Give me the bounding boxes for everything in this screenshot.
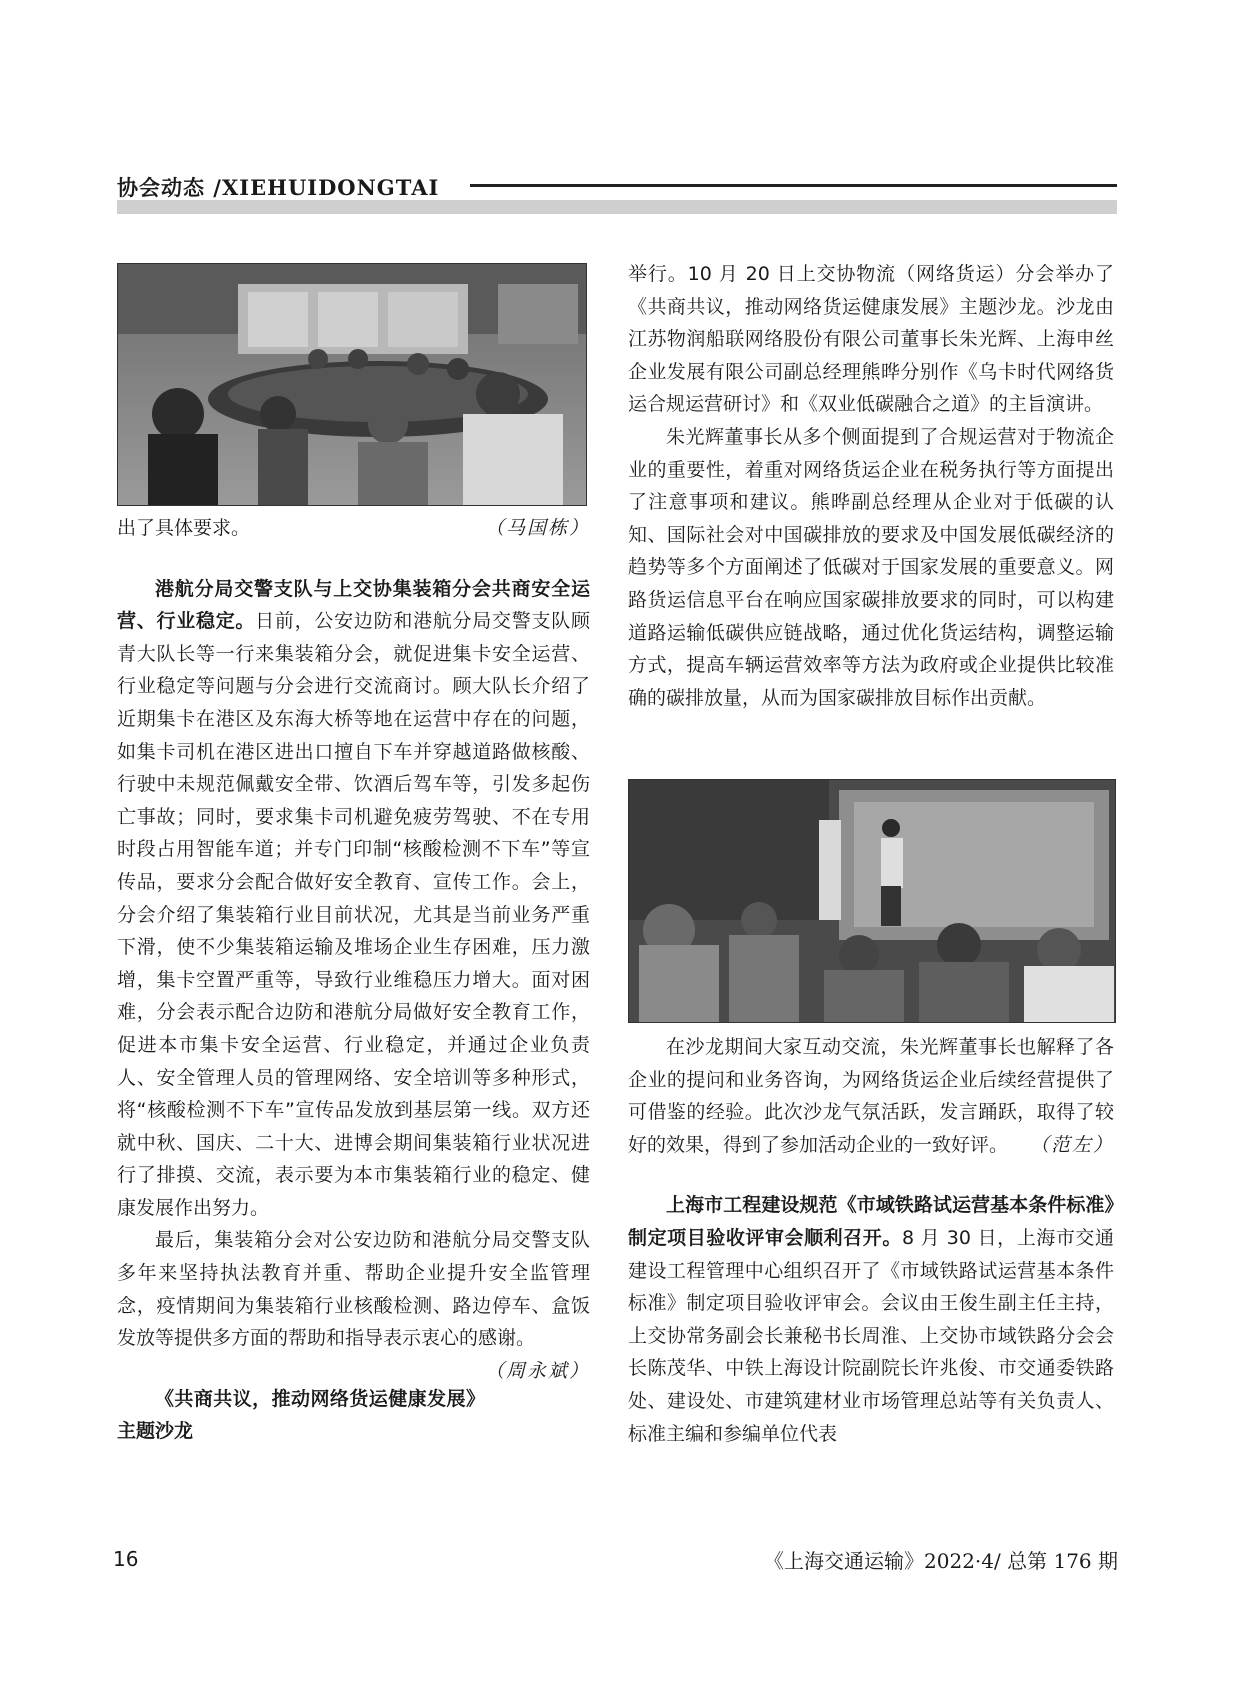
photo-caption xyxy=(117,512,590,545)
article-2-continued: 举行。10 月 20 日上交协物流（网络货运）分会举办了《共商共议，推动网络货运健康发展》主题沙龙。沙龙由江苏物润船联网络股份有限公司董事长朱光辉、上海申丝企业发展有限公司副总经理熊晔分别作《乌卡时代网络货运合规运营研讨》和《双业低碳融合之道》的主旨演讲。 xyxy=(628,263,1114,416)
caption-author: （马国栋） xyxy=(484,517,590,539)
article-1-author: （周永斌） xyxy=(484,1359,590,1382)
caption-text: 出了具体要求。 xyxy=(117,517,251,539)
header-band xyxy=(117,200,1117,214)
article-2-headline: 《共商共议，推动网络货运健康发展》主题沙龙 xyxy=(117,1387,485,1443)
journal-footer: 《上海交通运输》2022·4/ 总第 176 期 xyxy=(764,1549,1118,1573)
article-1-body: 日前，公安边防和港航分局交警支队顾青大队长等一行来集装箱分会，就促进集卡安全运营、行业稳定等问题与分会进行交流商讨。顾大队长介绍了近期集卡在港区及东海大桥等地在运营中存在的问题，如集卡司机在港区进出口擅自下车并穿越道路做核酸、行驶中未规范佩戴安全带、饮酒后驾车等，引发多起伤亡事故；同时，要求集卡司机避免疲劳驾驶、不在专用时段占用智能车道；并专门印制“核酸检测不下车”等宣传品，要求分会配合做好安全教育、宣传工作。会上，分会介绍了集装箱行业目前状况，尤其是当前业务严重下滑，使不少集装箱运输及堆场企业生存困难，压力激增，集卡空置严重等，导致行业维稳压力增大。面对困难，分会表示配合边防和港航分局做好安全教育工作，促进本市集卡安全运营、行业稳定，并通过企业负责人、安全管理人员的管理网络、安全培训等多种形式，将“核酸检测不下车”宣传品发放到基层第一线。双方还就中秋、国庆、二十大、进博会期间集装箱行业状况进行了排摸、交流，表示要为本市集装箱行业的稳定、健康发展作出努力。 xyxy=(117,610,590,1219)
left-column xyxy=(117,512,590,1448)
article-3-headline: 上海市工程建设规范《市域铁路试运营基本条件标准》制定项目验收评审会顺利召开。 xyxy=(628,1194,1114,1249)
salon-photo xyxy=(628,779,1116,1023)
article-1-headline: 港航分局交警支队与上交协集装箱分会共商安全运营、行业稳定。 xyxy=(117,577,590,633)
article-3 xyxy=(628,1189,1114,1450)
article-1-closing-text: 最后，集装箱分会对公安边防和港航分局交警支队多年来坚持执法教育并重、帮助企业提升安全监管理念，疫情期间为集装箱行业核酸检测、路边停车、盒饭发放等提供多方面的帮助和指导表示衷心的感谢。 xyxy=(117,1229,590,1350)
right-column-top xyxy=(628,258,1114,714)
article-1-closing xyxy=(117,1224,590,1382)
article-2-start xyxy=(117,1383,590,1448)
article-1 xyxy=(117,573,590,1225)
page-number: 16 xyxy=(113,1547,139,1571)
article-2-para-3 xyxy=(628,1031,1114,1161)
header-rule xyxy=(470,184,1117,187)
meeting-photo xyxy=(117,263,587,506)
article-2-para-2: 朱光辉董事长从多个侧面提到了合规运营对于物流企业的重要性，着重对网络货运企业在税务执行等方面提出了注意事项和建议。熊晔副总经理从企业对于低碳的认知、国际社会对中国碳排放的要求及中国发展低碳经济的趋势等多个方面阐述了低碳对于国家发展的重要意义。网路货运信息平台在响应国家碳排放要求的同时，可以构建道路运输低碳供应链战略，通过优化货运结构，调整运输方式，提高车辆运营效率等方法为政府或企业提供比较准确的碳排放量，从而为国家碳排放目标作出贡献。 xyxy=(628,425,1114,709)
article-3-body: 8 月 30 日，上海市交通建设工程管理中心组织召开了《市域铁路试运营基本条件标准》制定项目验收评审会。会议由王俊生副主任主持，上交协常务副会长兼秘书长周淮、上交协市域铁路分会会长陈茂华、中铁上海设计院副院长许兆俊、市交通委铁路处、建设处、市建筑建材业市场管理总站等有关负责人、标准主编和参编单位代表 xyxy=(628,1226,1114,1445)
right-column-bottom xyxy=(628,1031,1114,1450)
section-title: 协会动态 /XIEHUIDONGTAI xyxy=(117,175,440,200)
article-2-para-3-text: 在沙龙期间大家互动交流，朱光辉董事长也解释了各企业的提问和业务咨询，为网络货运企业后续经营提供了可借鉴的经验。此次沙龙气氛活跃，发言踊跃，取得了较好的效果，得到了参加活动企业的一致好评。 xyxy=(628,1036,1114,1156)
article-2-author: （范左） xyxy=(1029,1133,1114,1156)
